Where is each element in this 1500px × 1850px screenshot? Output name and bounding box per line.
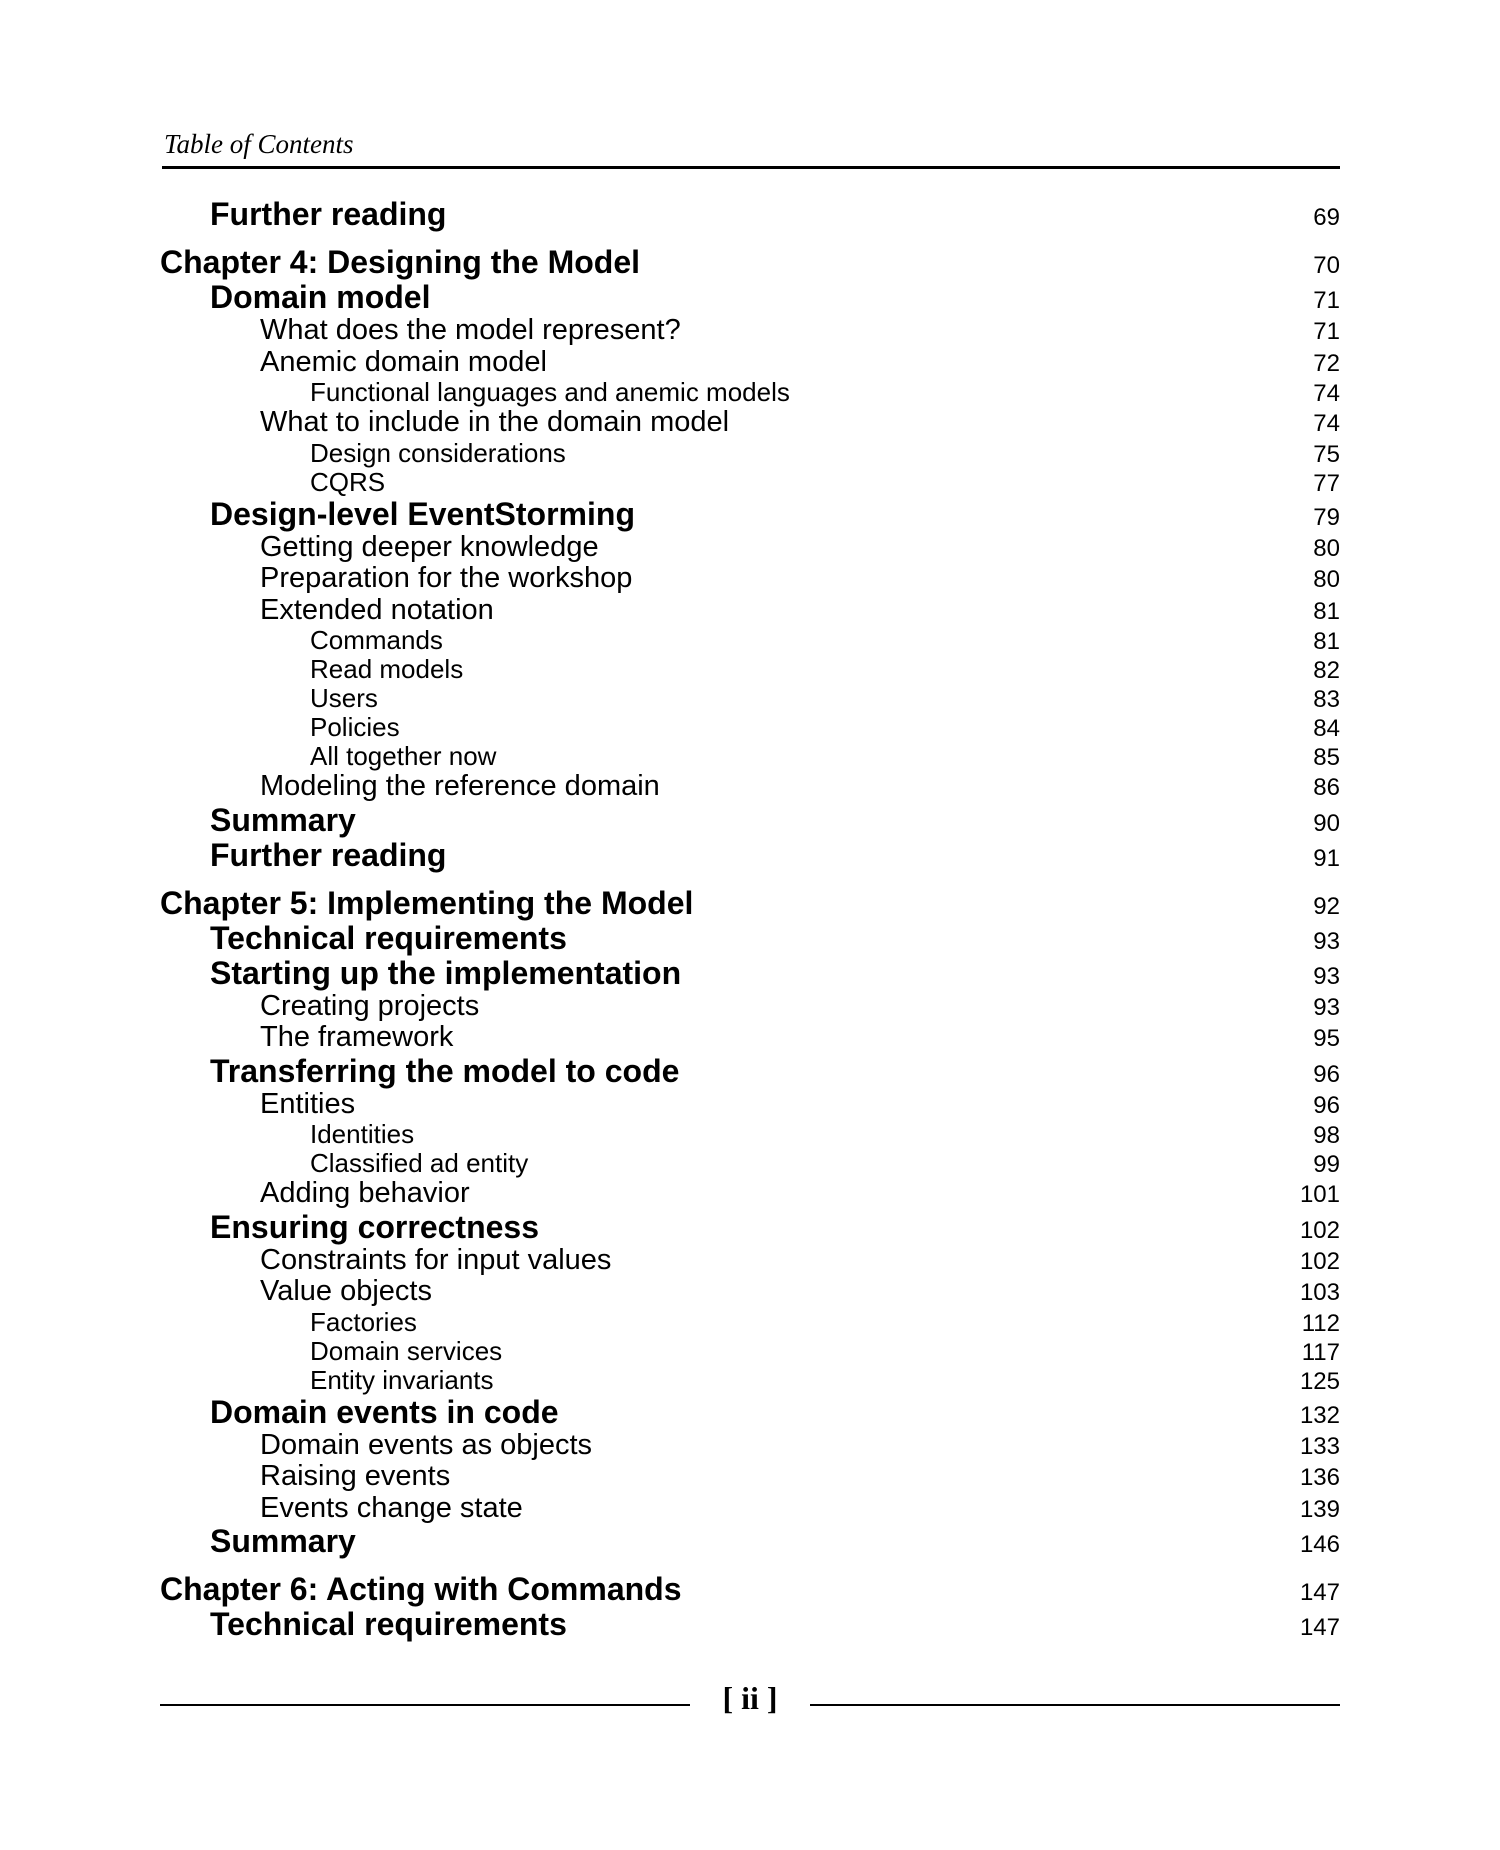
toc-entry-page: 132 (1299, 1401, 1340, 1429)
toc-entry-page: 70 (1313, 252, 1340, 279)
toc-entry-page: 74 (1313, 380, 1340, 407)
toc-entry-page: 102 (1299, 1216, 1340, 1244)
toc-entry-page: 147 (1299, 1614, 1340, 1641)
toc-entry-title: Value objects (260, 1275, 432, 1307)
toc-entry (160, 532, 1340, 564)
toc-entry-title: Technical requirements (210, 919, 567, 956)
toc-entry (160, 1308, 1340, 1337)
toc-entry (160, 1089, 1340, 1121)
toc-entry-page: 93 (1313, 962, 1340, 990)
toc-entry (160, 956, 1340, 991)
toc-entry-title: Adding behavior (260, 1177, 470, 1209)
toc-entry-title: Domain events as objects (260, 1428, 593, 1461)
toc-entry-page: 139 (1299, 1495, 1340, 1523)
toc-entry-page: 98 (1313, 1122, 1340, 1149)
toc-entry-title: Entities (260, 1087, 356, 1120)
toc-entry-title: Functional languages and anemic models (310, 377, 790, 407)
toc-entry (160, 921, 1340, 956)
toc-entry-page: 86 (1313, 774, 1340, 801)
toc-entry-title: Domain model (210, 279, 431, 315)
toc-entry-page: 117 (1301, 1338, 1340, 1366)
toc-entry (160, 563, 1340, 595)
toc-entry-page: 80 (1313, 534, 1340, 562)
toc-entry-page: 80 (1313, 566, 1340, 593)
toc-entry (160, 1245, 1340, 1277)
toc-entry (160, 378, 1340, 407)
toc-entry-title: Chapter 6: Acting with Commands (160, 1571, 682, 1607)
table-of-contents (160, 197, 1340, 1642)
toc-entry-page: 77 (1313, 469, 1340, 497)
toc-entry-page: 75 (1313, 440, 1340, 468)
toc-entry-page: 81 (1313, 597, 1340, 625)
toc-entry (160, 771, 1340, 803)
toc-entry-page: 102 (1299, 1247, 1340, 1275)
toc-entry (160, 1178, 1340, 1210)
toc-entry (160, 347, 1340, 379)
toc-entry-title: Read models (310, 654, 464, 684)
toc-entry-title: What does the model represent? (260, 314, 681, 346)
toc-entry-page: 95 (1313, 1025, 1340, 1052)
toc-entry-page: 85 (1313, 744, 1340, 771)
toc-entry-title: Design considerations (310, 437, 566, 468)
toc-entry-title: Summary (210, 1523, 356, 1559)
toc-entry (160, 595, 1340, 627)
toc-entry-page: 69 (1313, 204, 1340, 231)
toc-entry-title: Identities (310, 1119, 415, 1149)
page-footer (160, 1680, 1340, 1730)
toc-entry (160, 280, 1340, 315)
toc-entry (160, 1337, 1340, 1366)
toc-entry (160, 713, 1340, 742)
toc-entry-title: Constraints for input values (260, 1243, 612, 1276)
toc-entry-page: 99 (1313, 1151, 1340, 1178)
toc-entry-page: 72 (1313, 349, 1340, 377)
toc-entry (160, 1149, 1340, 1178)
toc-entry-page: 71 (1313, 318, 1340, 345)
toc-entry-title: Starting up the implementation (210, 954, 682, 991)
toc-entry (160, 1210, 1340, 1245)
toc-entry-title: Commands (310, 625, 443, 655)
page-number: [ ii ] (722, 1680, 778, 1716)
toc-entry-title: Ensuring correctness (210, 1208, 539, 1245)
toc-entry-page: 84 (1313, 715, 1340, 742)
toc-entry-page: 83 (1313, 686, 1340, 713)
toc-entry-title: Users (310, 683, 378, 713)
toc-entry-title: Extended notation (260, 593, 494, 626)
toc-entry (160, 684, 1340, 713)
footer-rule-right (810, 1704, 1340, 1706)
toc-entry-page: 146 (1299, 1531, 1340, 1558)
toc-entry-page: 96 (1313, 1060, 1340, 1088)
toc-entry-page: 103 (1299, 1279, 1340, 1306)
toc-entry (160, 1607, 1340, 1642)
toc-entry-page: 92 (1313, 892, 1340, 920)
toc-entry-page: 93 (1313, 927, 1340, 955)
toc-entry (160, 1524, 1340, 1559)
toc-entry-title: Creating projects (260, 989, 480, 1022)
toc-entry-title: Domain services (310, 1335, 503, 1366)
toc-entry-title: Chapter 4: Designing the Model (160, 244, 641, 280)
toc-entry-title: Anemic domain model (260, 345, 547, 378)
toc-entry (160, 1395, 1340, 1430)
toc-entry (160, 1461, 1340, 1493)
toc-entry-title: Events change state (260, 1491, 523, 1524)
toc-entry-title: Preparation for the workshop (260, 562, 633, 594)
toc-entry (160, 197, 1340, 232)
toc-entry-page: 112 (1301, 1309, 1340, 1337)
toc-entry-title: Further reading (210, 836, 447, 873)
toc-entry-title: Transferring the model to code (210, 1052, 680, 1089)
toc-chapter-entry (160, 886, 1340, 921)
toc-entry-title: Policies (310, 712, 400, 742)
page-header (162, 124, 1340, 169)
toc-entry-title: CQRS (310, 466, 386, 497)
toc-entry (160, 1276, 1340, 1308)
toc-entry-page: 133 (1299, 1432, 1340, 1460)
toc-entry-page: 91 (1313, 844, 1340, 872)
toc-entry (160, 468, 1340, 497)
toc-chapter-entry (160, 1572, 1340, 1607)
toc-entry-title: Getting deeper knowledge (260, 530, 599, 563)
toc-entry-title: Chapter 5: Implementing the Model (160, 884, 694, 921)
toc-chapter-entry (160, 245, 1340, 280)
toc-entry (160, 1430, 1340, 1462)
toc-entry (160, 991, 1340, 1023)
toc-entry-page: 96 (1313, 1091, 1340, 1119)
toc-entry-title: All together now (310, 741, 497, 771)
toc-entry-title: The framework (260, 1021, 454, 1053)
toc-entry-page: 125 (1299, 1367, 1340, 1395)
toc-entry (160, 803, 1340, 838)
toc-entry-title: Classified ad entity (310, 1148, 529, 1178)
toc-entry-page: 81 (1313, 628, 1340, 655)
toc-entry (160, 439, 1340, 468)
toc-entry-title: What to include in the domain model (260, 406, 730, 438)
toc-entry-page: 93 (1313, 993, 1340, 1021)
toc-entry-title: Factories (310, 1306, 417, 1337)
toc-entry-page: 136 (1299, 1464, 1340, 1491)
toc-entry-page: 82 (1313, 657, 1340, 684)
toc-entry (160, 1120, 1340, 1149)
toc-entry-title: Further reading (210, 196, 447, 232)
toc-entry-page: 71 (1313, 287, 1340, 314)
toc-entry-page: 147 (1299, 1579, 1340, 1606)
toc-entry (160, 1493, 1340, 1525)
toc-entry (160, 315, 1340, 347)
toc-entry-page: 74 (1313, 410, 1340, 437)
toc-entry-title: Raising events (260, 1460, 451, 1492)
toc-entry (160, 655, 1340, 684)
toc-entry (160, 497, 1340, 532)
toc-entry-page: 90 (1313, 809, 1340, 837)
toc-entry-title: Domain events in code (210, 1393, 559, 1430)
running-header-title: Table of Contents (164, 129, 354, 159)
toc-entry-page: 101 (1299, 1181, 1340, 1208)
toc-entry-page: 79 (1313, 503, 1340, 531)
toc-entry (160, 838, 1340, 873)
toc-entry-title: Modeling the reference domain (260, 770, 660, 802)
toc-entry-title: Summary (210, 801, 356, 838)
toc-entry-title: Technical requirements (210, 1606, 567, 1642)
toc-entry (160, 742, 1340, 771)
toc-entry (160, 1366, 1340, 1395)
toc-entry-title: Entity invariants (310, 1364, 494, 1395)
toc-entry (160, 1022, 1340, 1054)
toc-entry-title: Design-level EventStorming (210, 495, 635, 532)
toc-entry (160, 407, 1340, 439)
toc-entry (160, 626, 1340, 655)
toc-entry (160, 1054, 1340, 1089)
